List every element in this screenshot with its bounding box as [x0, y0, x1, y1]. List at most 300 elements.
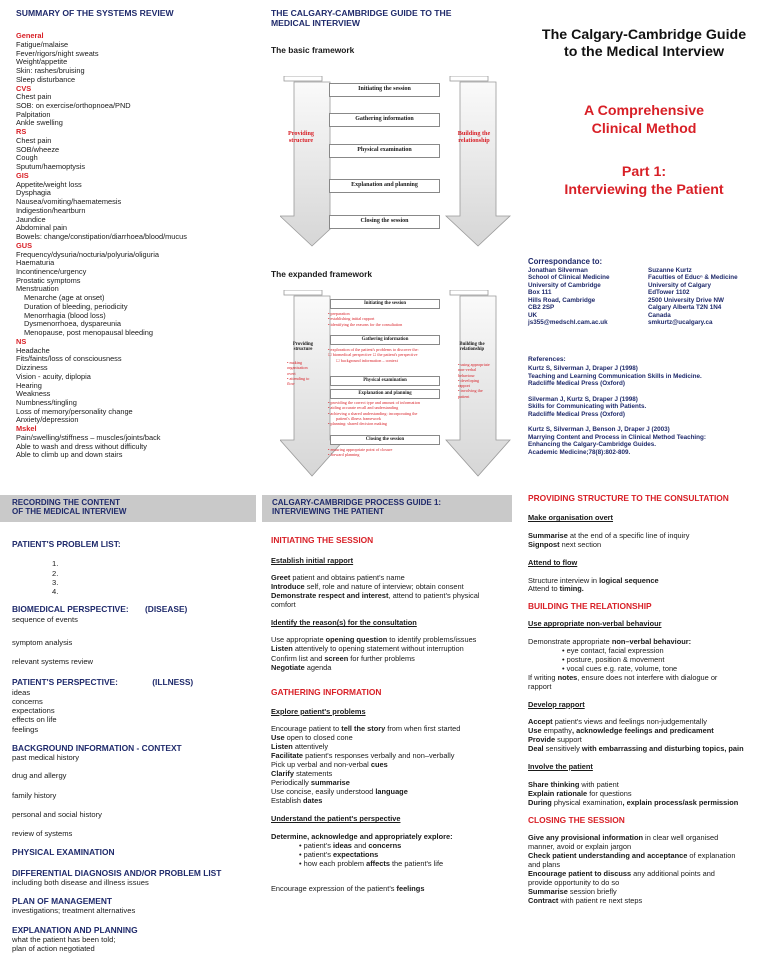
bold-text: Use	[528, 726, 544, 736]
background-item: drug and allergy	[12, 771, 67, 781]
system-heading: CVS	[16, 83, 32, 93]
exp-right-items	[458, 362, 490, 399]
problem-item: 1.	[52, 559, 59, 569]
system-item: Chest pain	[16, 135, 52, 145]
background-item: past medical history	[12, 753, 80, 762]
text-line	[271, 796, 511, 805]
bold-text: Negotiate	[271, 662, 305, 672]
system-heading: RS	[16, 127, 27, 137]
perspective-bullets	[271, 841, 511, 868]
address-line: js355@medschl.cam.ac.uk	[528, 318, 608, 326]
plain-text: next section	[559, 539, 602, 549]
plain-text: with patient	[579, 779, 619, 789]
perspective-item: ideas	[12, 687, 31, 697]
perspective-item: effects on life	[12, 715, 57, 725]
book-title-line: to the Medical Interview	[563, 44, 725, 61]
demo-text: Demonstrate appropriate	[528, 637, 612, 647]
system-heading: General	[16, 31, 44, 41]
address-line: Hills Road, Cambridge	[528, 296, 596, 304]
basic-box-explanation: Explanation and planning	[329, 179, 440, 193]
system-subitem: Menopause, post menopausal bleeding	[24, 328, 154, 338]
plain-text: in clear well organised	[643, 833, 719, 843]
bold-text: opening question	[325, 635, 388, 645]
perspective-item: concerns	[12, 696, 43, 706]
flow-subtitle: Attend to flow	[528, 557, 578, 567]
exp-notes-explanation	[328, 400, 448, 426]
address-line: School of Clinical Medicine	[528, 274, 610, 282]
basic-box-initiating: Initiating the session	[329, 83, 440, 97]
correspondence-left	[528, 267, 610, 326]
bullet-icon: •	[562, 663, 567, 673]
bold-text: Facilitate	[271, 750, 304, 760]
bullet-text: the patient's life	[389, 859, 444, 869]
system-item: Loss of memory/personality change	[16, 406, 133, 416]
system-item: Dizziness	[16, 363, 48, 373]
bold-text: Explain rationale	[528, 788, 588, 798]
exp-box-gathering: Gathering information	[330, 335, 440, 345]
exp-building-label	[451, 342, 493, 353]
reference-line: Academic Medicine;78(8):802-809.	[528, 448, 631, 456]
correspondence-title: Correspondance to:	[528, 257, 603, 266]
notes-line	[528, 674, 764, 683]
plain-text: sensitively	[545, 744, 580, 754]
closing-title: CLOSING THE SESSION	[528, 815, 625, 826]
system-item: Skin: rashes/bruising	[16, 66, 85, 76]
bold-text: Encourage patient to discuss	[528, 868, 632, 878]
note-line: • using appropriate non-verbal behaviour	[458, 362, 490, 378]
system-subitem: Menorrhagia (blood loss)	[24, 310, 106, 320]
problem-list-title: PATIENT'S PROBLEM LIST:	[12, 539, 121, 549]
label-line: Providing	[287, 130, 315, 137]
basic-framework-title: The basic framework	[271, 44, 355, 55]
address-line: EdTower 1102	[648, 289, 690, 297]
notes-line2: rapport	[528, 681, 552, 691]
bold-text: summarise	[310, 778, 350, 788]
bullet-text: patient's	[303, 850, 334, 860]
system-subitem: Menarche (age at onset)	[24, 293, 105, 303]
feelings-line	[271, 884, 511, 893]
bold-text: Listen	[271, 644, 293, 654]
text-line	[271, 635, 511, 644]
right-arrow-shape	[446, 82, 510, 246]
address-line: Box 111	[528, 289, 552, 297]
note-line: • preparation	[328, 311, 350, 316]
references-list	[528, 365, 764, 456]
bullet-text: ideas	[333, 841, 352, 851]
system-item: Bowels: change/constipation/diarrhoea/blood/mucus	[16, 232, 187, 242]
background-item: review of systems	[12, 829, 73, 838]
plain-text: attentively	[292, 741, 329, 751]
plain-text: session briefly	[567, 886, 617, 896]
feelings-text: Encourage expression of the patient's	[271, 884, 397, 894]
right-arrow-cap	[450, 76, 488, 81]
note-line: ☐ background information – context	[336, 357, 398, 363]
basic-box-closing: Closing the session	[329, 215, 440, 229]
plain-text: patient's responses verbally and non–verbally	[303, 750, 455, 760]
patient-perspective-tag: (ILLNESS)	[152, 677, 194, 688]
plain-text: Attend to	[528, 584, 560, 594]
bold-text: During	[528, 797, 554, 807]
reference-line: Silverman J, Kurtz S, Draper J (1998)	[528, 395, 638, 403]
address-line: Jonathan Silverman	[528, 267, 588, 274]
text-line	[271, 600, 511, 609]
providing-structure-label	[281, 131, 321, 145]
system-item: SOB: on exercise/orthopnoea/PND	[16, 101, 131, 111]
bold-text: Contract	[528, 895, 559, 905]
problem-item: 2.	[52, 568, 59, 578]
note-line: • exploration of the patient's problems to discover the:	[328, 347, 419, 352]
bold-text: Greet	[271, 573, 291, 583]
bullet-icon: •	[299, 859, 304, 869]
subtitle	[520, 103, 768, 139]
references-title: References:	[528, 356, 566, 363]
text-line	[528, 799, 764, 808]
problem-item: 3.	[52, 577, 59, 587]
address-line: Suzanne Kurtz	[648, 267, 692, 274]
left-arrow-cap	[284, 76, 322, 81]
patient-perspective-heading	[12, 677, 256, 687]
bold-text: tell the story	[341, 723, 386, 733]
plain-text: statements	[294, 769, 333, 778]
note-line: • involving the patient	[458, 388, 483, 399]
plain-text: support	[557, 735, 582, 745]
bold-text: Demonstrate respect and interest	[271, 591, 389, 601]
differential-title: DIFFERENTIAL DIAGNOSIS AND/OR PROBLEM LIST	[12, 867, 222, 878]
reference-line: Kurtz S, Silverman J, Draper J (1998)	[528, 365, 638, 372]
bold-text: Share thinking	[528, 779, 580, 789]
reference-line: Enhancing the Calgary-Cambridge Guides.	[528, 441, 657, 449]
note-line: patient's illness framework	[336, 415, 381, 421]
address-line: Canada	[648, 311, 671, 319]
system-heading: GIS	[16, 170, 29, 180]
system-item: Fever/rigors/night sweats	[16, 48, 99, 58]
bold-text: Listen	[271, 741, 293, 751]
system-item: Hearing	[16, 380, 42, 390]
note-line: • planning: shared decision making	[328, 421, 387, 426]
note-line: • ensuring appropriate point of closure	[328, 447, 393, 452]
plain-text: manner, avoid or explain jargon	[528, 842, 632, 852]
feelings-bold: feelings	[396, 884, 425, 894]
process-guide-content	[271, 535, 511, 893]
plain-text: provide opportunity to do so	[528, 877, 620, 887]
determine-line: Determine, acknowledge and appropriately explore:	[271, 832, 453, 842]
guide-column	[271, 8, 511, 56]
differential-sub: including both disease and illness issues	[12, 877, 149, 887]
explore-subtitle: Explore patient's problems	[271, 706, 366, 716]
bold-text: , explain process/ask permission	[622, 797, 739, 807]
bullet-icon: •	[562, 646, 567, 656]
text-line	[271, 654, 511, 663]
note-line: • attending to flow	[287, 375, 310, 386]
bullet-line	[299, 841, 511, 850]
closing-lines	[528, 834, 764, 905]
background-item: family history	[12, 790, 57, 800]
note-line: • providing the correct type and amount of information	[328, 400, 420, 405]
plain-text: Periodically	[271, 778, 311, 788]
text-line	[271, 591, 511, 600]
bullet-text: patient's	[303, 841, 334, 851]
bold-text: Provide	[528, 735, 558, 745]
exp-notes-gathering	[328, 347, 448, 363]
plain-text: Use appropriate	[271, 635, 326, 645]
text-line	[271, 733, 511, 742]
system-item: Sleep disturbance	[16, 74, 76, 84]
plain-text: at the end of a specific line of inquiry	[567, 530, 690, 540]
system-item: Able to wash and dress without difficulty	[16, 441, 147, 451]
text-line	[271, 573, 511, 582]
system-item: Appetite/weight loss	[16, 179, 82, 189]
reference-item	[528, 426, 764, 456]
label-line: structure	[288, 136, 314, 144]
system-item: Palpitation	[16, 109, 51, 119]
system-item: Able to climb up and down stairs	[16, 450, 123, 460]
bold-text: cues	[370, 759, 388, 769]
text-line	[271, 663, 511, 672]
exp-box-explanation: Explanation and planning	[330, 389, 440, 399]
text-line	[271, 724, 511, 733]
bold-text: Signpost	[528, 539, 560, 549]
system-item: Vision - acuity, diplopia	[16, 371, 91, 381]
notes-text: If writing	[528, 672, 558, 682]
text-line	[271, 760, 511, 769]
guide-title	[271, 8, 511, 29]
system-item: Anxiety/depression	[16, 415, 79, 425]
bold-text: Summarise	[528, 530, 568, 540]
note-line: • developing rapport	[458, 377, 480, 388]
system-item: Indigestion/heartburn	[16, 205, 86, 215]
providing-title: PROVIDING STRUCTURE TO THE CONSULTATION	[528, 493, 729, 503]
bold-text: , acknowledge feelings and predicament	[571, 726, 714, 736]
explore-lines	[271, 724, 511, 805]
label-line: Providing	[292, 342, 314, 347]
reference-line: Skills for Communicating with Patients.	[528, 403, 647, 411]
label-line: relationship	[459, 347, 485, 353]
bullet-text: concerns	[368, 841, 402, 851]
bold-text: screen	[324, 653, 349, 663]
text-line	[528, 585, 764, 594]
bullet-icon: •	[299, 841, 304, 851]
exp-box-closing: Closing the session	[330, 435, 440, 445]
system-item: Abdominal pain	[16, 223, 67, 233]
reference-line: Teaching and Learning Communication Skills in Medicine.	[528, 372, 702, 380]
perspective-item: expectations	[12, 706, 55, 715]
address-line: CB2 2SP	[528, 304, 555, 312]
plan-sub: investigations; treatment alternatives	[12, 906, 136, 916]
plain-text: to identify problems/issues	[387, 635, 477, 645]
exp-providing-label	[284, 342, 322, 353]
reasons-subtitle: Identify the reason(s) for the consultation	[271, 618, 417, 628]
bullet-text: posture, position & movement	[566, 655, 665, 665]
label-line: relationship	[458, 136, 490, 144]
exp-left-items	[287, 360, 317, 386]
bullet-icon: •	[562, 655, 567, 665]
demo-bold: non–verbal behaviour:	[611, 637, 692, 647]
note-line: • aiding accurate recall and understanding	[328, 405, 399, 411]
plain-text: Structure interview in	[528, 575, 600, 585]
explanation-title: EXPLANATION AND PLANNING	[12, 924, 138, 935]
left-arrow-cap	[284, 290, 322, 295]
bullet-text: how each problem	[303, 859, 367, 869]
systems-review-column	[16, 8, 256, 460]
system-item: Sputum/haemoptysis	[16, 162, 86, 172]
system-item: Nausea/vomiting/haematemesis	[16, 197, 122, 207]
reference-item	[528, 365, 764, 388]
note-line: • identifying the reasons for the consultation	[328, 321, 403, 327]
label-line: Building the	[457, 130, 491, 137]
plain-text: and plans	[528, 860, 561, 870]
basic-box-gathering: Gathering information	[329, 113, 440, 127]
address-line: Calgary Alberta T2N 1N4	[648, 304, 722, 312]
bold-text: timing.	[559, 584, 584, 594]
note-line: • making organisation overt	[287, 360, 308, 376]
basic-box-physical: Physical examination	[329, 144, 440, 158]
system-item: Weight/appetite	[16, 57, 68, 67]
system-heading: GUS	[16, 240, 33, 250]
rapport-subtitle: Develop rapport	[528, 699, 585, 709]
building-relationship-label	[451, 131, 497, 145]
flow-lines	[528, 577, 764, 595]
system-heading: NS	[16, 336, 27, 346]
part-title	[520, 164, 768, 200]
text-line	[271, 787, 511, 796]
background-item: personal and social history	[12, 809, 102, 819]
note-line: • achieving a shared understanding: incorporating the	[328, 410, 418, 416]
organisation-lines	[528, 532, 764, 550]
nonverbal-items	[528, 647, 764, 674]
nonverbal-subtitle: Use appropriate non-verbal behaviour	[528, 619, 662, 629]
plain-text: Pick up verbal and non-verbal	[271, 759, 371, 769]
biomedical-item: sequence of events	[12, 614, 78, 624]
plain-text: comfort	[271, 600, 296, 610]
bold-text: Summarise	[528, 886, 568, 896]
system-item: Numbness/tingling	[16, 397, 77, 407]
address-line: University of Calgary	[648, 281, 711, 289]
book-title-line: The Calgary-Cambridge Guide	[541, 27, 747, 43]
label-line: structure	[293, 347, 313, 353]
plan-title: PLAN OF MANAGEMENT	[12, 896, 113, 906]
bold-text: Introduce	[271, 582, 305, 592]
text-line	[271, 582, 511, 591]
process-header-line: INTERVIEWING THE PATIENT	[272, 507, 385, 517]
notes-text: , ensure does not interfere with dialogue or	[577, 672, 718, 682]
involve-subtitle: Involve the patient	[528, 761, 593, 771]
involve-lines	[528, 781, 764, 808]
system-item: Cough	[16, 153, 38, 163]
text-line	[271, 644, 511, 653]
right-arrow-cap	[450, 290, 488, 295]
bold-text: Deal	[528, 744, 546, 754]
system-item: Dysphagia	[16, 188, 51, 198]
recording-content	[12, 539, 256, 953]
system-subitem: Duration of bleeding, periodicity	[24, 301, 128, 311]
correspondence-right	[648, 267, 738, 326]
recording-header-line: RECORDING THE CONTENT	[12, 498, 120, 507]
bullet-text: eye contact, facial expression	[566, 646, 664, 656]
text-line	[271, 769, 511, 778]
text-line	[528, 852, 764, 861]
plain-text: for questions	[587, 788, 632, 798]
recording-header	[0, 495, 256, 522]
problem-item: 4.	[52, 587, 59, 596]
process-guide-header	[262, 495, 512, 522]
text-line	[528, 897, 764, 906]
bold-text: Use	[271, 732, 287, 742]
bold-text: with embarrassing and disturbing topics, pain	[579, 744, 744, 754]
biomedical-item: relevant systems review	[12, 657, 94, 666]
bold-text: Check patient understanding and acceptance	[528, 851, 688, 861]
address-line: smkurtz@ucalgary.ca	[648, 318, 713, 326]
system-item: Chest pain	[16, 92, 52, 102]
label-line: Building the	[459, 342, 485, 347]
bold-text: Clarify	[271, 769, 295, 778]
system-item: Weakness	[16, 389, 51, 399]
reference-line: Marrying Content and Process in Clinical Method Teaching:	[528, 433, 706, 441]
reference-line: Radcliffe Medical Press (Oxford)	[528, 410, 625, 418]
plain-text: any additional points and	[631, 868, 715, 878]
bullet-line	[299, 850, 511, 859]
biomedical-tag: (DISEASE)	[144, 604, 188, 615]
address-line: University of Cambridge	[528, 281, 601, 289]
text-line	[271, 778, 511, 787]
plain-text: Confirm list and	[271, 653, 325, 663]
explanation-item: plan of action negotiated	[12, 944, 95, 953]
background-title: BACKGROUND INFORMATION - CONTEXT	[12, 742, 182, 753]
system-item: Incontinence/urgency	[16, 266, 87, 276]
gathering-title: GATHERING INFORMATION	[271, 686, 382, 697]
system-item: Frequency/dysuria/nocturia/polyuria/oliguria	[16, 249, 159, 259]
bullet-text: affects	[366, 859, 390, 869]
bullet-text: and	[351, 841, 369, 851]
text-line	[271, 751, 511, 760]
explanation-item: what the patient has been told;	[12, 934, 116, 944]
plain-text: for further problems	[348, 653, 415, 663]
recording-header-line: OF THE MEDICAL INTERVIEW	[12, 507, 127, 517]
text-line	[271, 742, 511, 751]
plain-text: from when first started	[385, 723, 461, 733]
system-heading: Mskel	[16, 424, 37, 434]
patient-perspective-title: PATIENT'S PERSPECTIVE:	[12, 677, 118, 688]
reference-item	[528, 396, 764, 419]
bold-text: logical sequence	[599, 575, 659, 585]
bold-text: Give any provisional information	[528, 833, 643, 843]
system-item: Fits/faints/loss of consciousness	[16, 354, 122, 364]
bold-text: dates	[303, 796, 323, 806]
rapport-lines	[528, 718, 764, 754]
system-item: Jaundice	[16, 214, 46, 224]
exp-notes-closing	[328, 447, 446, 458]
plain-text: , attend to patient's physical	[388, 591, 480, 601]
note-line: • establishing initial rapport	[328, 316, 375, 322]
plain-text: attentively to opening statement without interruption	[292, 644, 464, 654]
structure-column	[528, 493, 764, 905]
address-line: 2500 University Drive NW	[648, 296, 724, 304]
text-line	[528, 541, 764, 550]
perspective-item: feelings	[12, 724, 39, 734]
subtitle-line: A Comprehensive	[583, 103, 705, 119]
biomedical-item: symptom analysis	[12, 637, 73, 647]
plain-text: Establish	[271, 796, 304, 806]
text-line	[528, 745, 764, 754]
biomedical-title: BIOMEDICAL PERSPECTIVE:	[12, 604, 129, 615]
plain-text: patient and obtains patient's name	[290, 573, 405, 583]
address-line: Faculties of Educⁿ & Medicine	[648, 274, 738, 282]
understand-subtitle: Understand the patient's perspective	[271, 814, 401, 824]
systems-review-title: SUMMARY OF THE SYSTEMS REVIEW	[16, 8, 174, 18]
plain-text: of explanation	[687, 851, 736, 861]
plain-text: self, role and nature of interview; obtain consent	[304, 582, 464, 592]
notes-bold: notes	[557, 672, 578, 682]
cover-column	[520, 0, 768, 485]
